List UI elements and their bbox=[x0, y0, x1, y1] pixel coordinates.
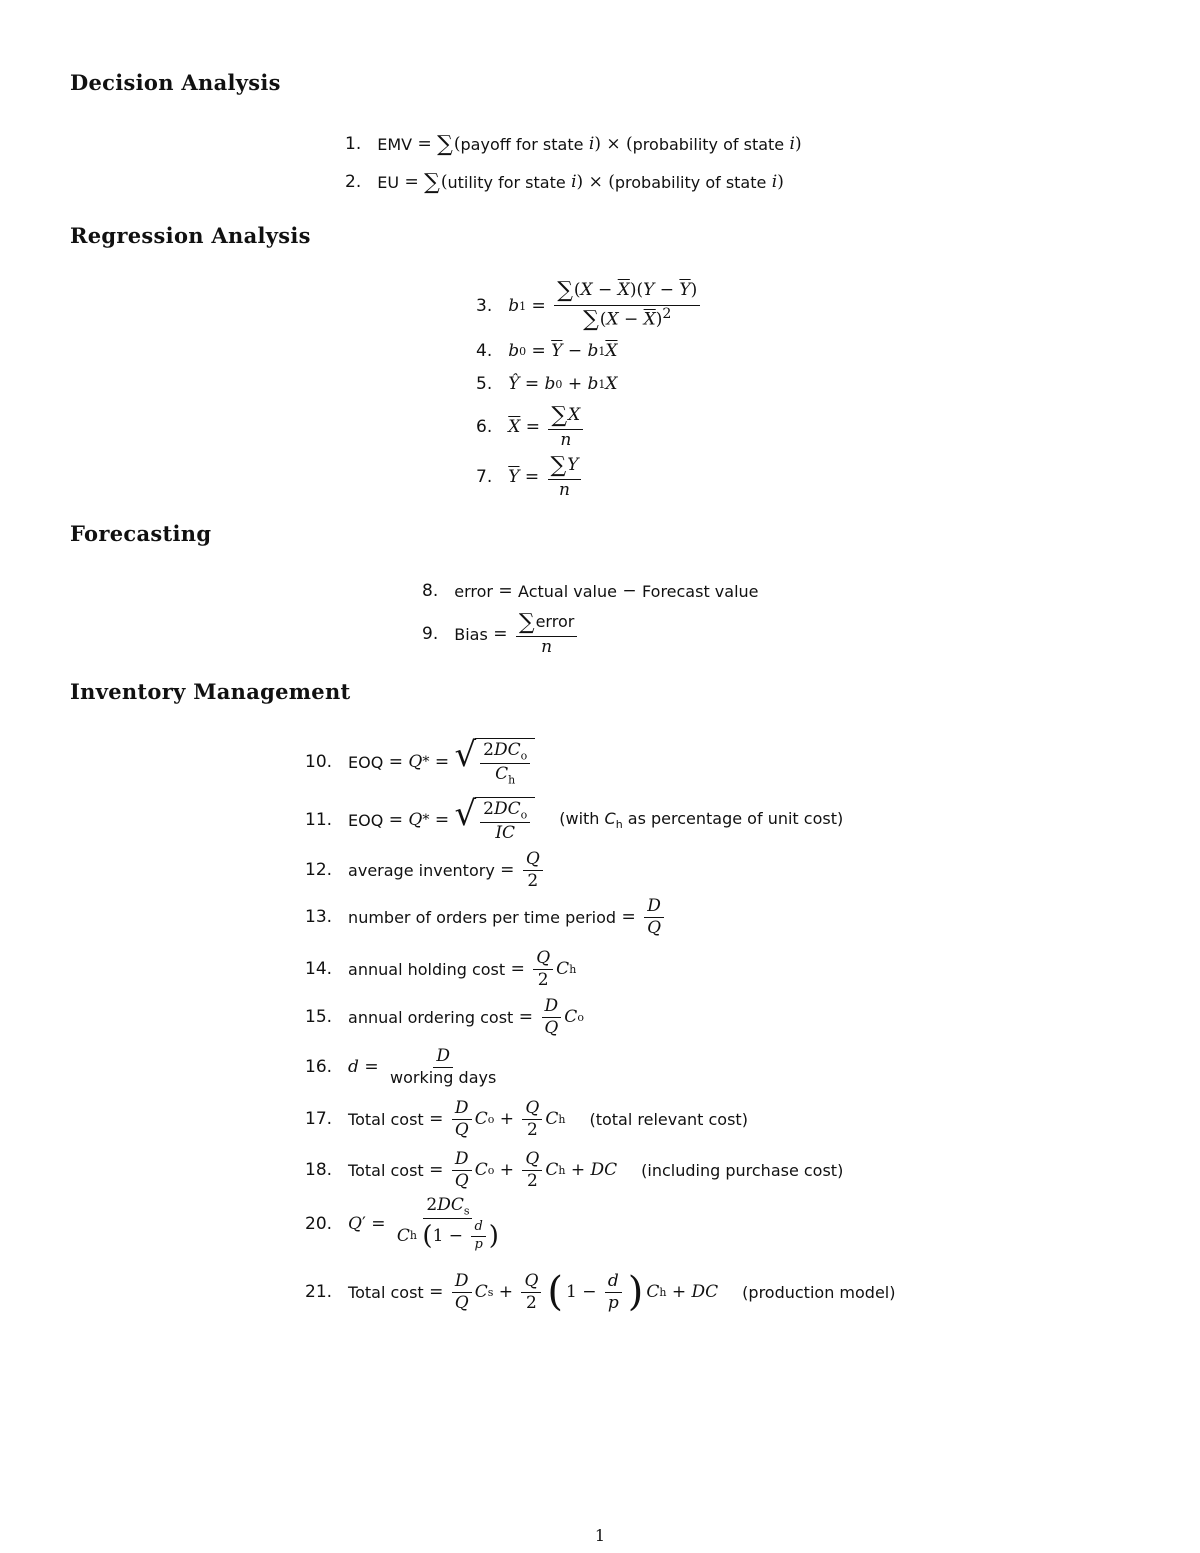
formula-bias: 9. Bias = $\frac{\text{∑error}}{n}$ bbox=[422, 609, 580, 659]
formula-eoq-percentage: 11. EOQ = Q * = √ $\frac{2DC_o}{IC}$ (with $C_h$ as percentage of unit cost) bbox=[305, 793, 844, 844]
section-title-regression-analysis: Regression Analysis bbox=[70, 223, 311, 248]
formula-eu: 2. EU = ∑ ( utility for state i ) × ( probability of state i ) bbox=[345, 169, 784, 195]
formula-average-inventory: 12. average inventory = $\frac{Q}{2}$ bbox=[305, 846, 546, 894]
formula-eoq: 10. EOQ = Q * = √ $\frac{2DC_o}{C_h}$ bbox=[305, 735, 535, 789]
formula-number-of-orders: 13. number of orders per time period = $\frac{D}{Q}$ bbox=[305, 893, 667, 941]
formula-production-eoq: 20. Q ′ = $2DC_s$ C h ( 1 − $\frac{d}{p}$ ) bbox=[305, 1194, 499, 1252]
formula-annual-ordering-cost: 15. annual ordering cost = $\frac{D}{Q}$ C o bbox=[305, 995, 584, 1038]
formula-production-total-cost: 21. Total cost = $\frac{D}{Q}$ C s + $\frac{Q}{2}$ ( 1 − $\frac{d}{p}$ ) C h + DC (production model) bbox=[305, 1269, 896, 1315]
formula-mean-y: 7. $\overline{Y}$ = $\frac{\sum Y}{n}$ bbox=[476, 453, 584, 501]
formula-emv: 1. EMV = ∑ ( payoff for state i ) × ( probability of state i ) bbox=[345, 131, 802, 157]
page-number: 1 bbox=[594, 1526, 606, 1545]
formula-daily-demand: 16. d = $\frac{D}{\text{working days}}$ bbox=[305, 1046, 497, 1088]
formula-b1-slope: 3. b 1 = $\frac{\sum(X - \overline{X})(Y - \overline{Y})}{\sum(X - \overline{X})^2}$ bbox=[476, 283, 703, 329]
formula-forecast-error: 8. error = Actual value − Forecast value bbox=[422, 581, 759, 601]
formula-regression-line: 5. Ŷ = b 0 + b 1 X bbox=[476, 374, 618, 394]
formula-b0-intercept: 4. b 0 = $\overline{Y}$ − b 1 $\overline{X}$ bbox=[476, 341, 618, 361]
formula-mean-x: 6. $\overline{X}$ = $\frac{\sum X}{n}$ bbox=[476, 403, 586, 451]
section-title-forecasting: Forecasting bbox=[70, 521, 212, 546]
formula-total-relevant-cost: 17. Total cost = $\frac{D}{Q}$ C o + $\frac{Q}{2}$ C h (total relevant cost) bbox=[305, 1097, 748, 1140]
section-title-inventory-management: Inventory Management bbox=[70, 679, 351, 704]
formula-annual-holding-cost: 14. annual holding cost = $\frac{Q}{2}$ C h bbox=[305, 947, 577, 990]
section-title-decision-analysis: Decision Analysis bbox=[70, 70, 281, 95]
formula-total-cost-purchase: 18. Total cost = $\frac{D}{Q}$ C o + $\frac{Q}{2}$ C h + DC (including purchase cost) bbox=[305, 1148, 844, 1191]
